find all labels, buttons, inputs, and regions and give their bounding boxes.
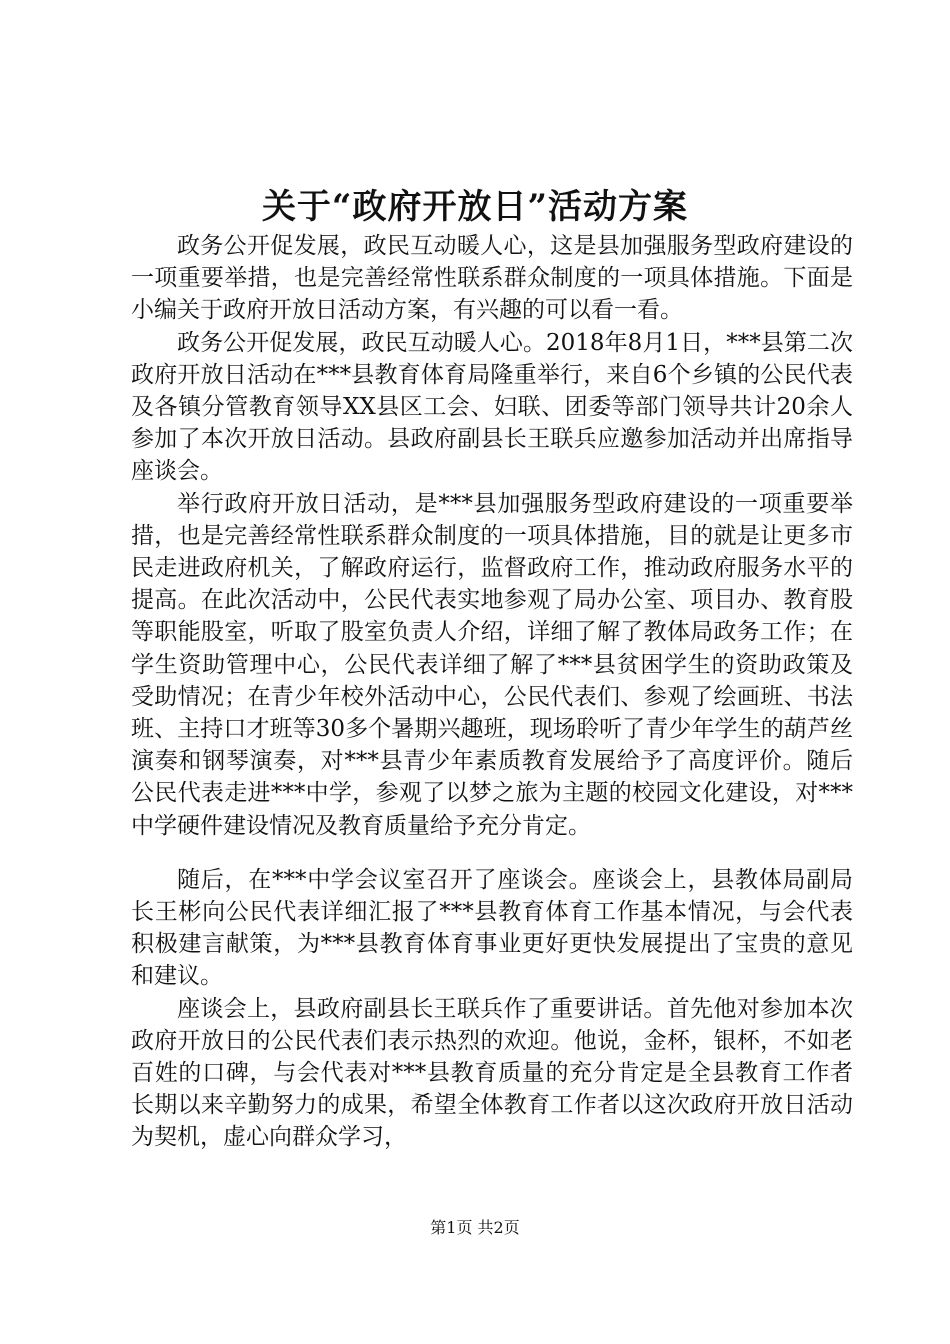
paragraph-event-overview: 政务公开促发展，政民互动暖人心。2018年8月1日，***县第二次政府开放日活动在***县教育体育局隆重举行，来自6个乡镇的公民代表及各镇分管教育领导XX县区工会、妇联、团委等部门领导共计20余人参加了本次开放日活动。县政府副县长王联兵应邀参加活动并出席指导座谈会。 xyxy=(131,329,853,485)
paragraph-speech: 座谈会上，县政府副县长王联兵作了重要讲话。首先他对参加本次政府开放日的公民代表们表示热烈的欢迎。他说，金杯，银杯，不如老百姓的口碑，与会代表对***县教育质量的充分肯定是全县教育工作者长期以来辛勤努力的成果，希望全体教育工作者以这次政府开放日活动为契机，虚心向群众学习， xyxy=(131,995,853,1151)
document-body xyxy=(131,230,853,1154)
paragraph-intro: 政务公开促发展，政民互动暖人心，这是县加强服务型政府建设的一项重要举措，也是完善经常性联系群众制度的一项具体措施。下面是小编关于政府开放日活动方案，有兴趣的可以看一看。 xyxy=(131,233,853,324)
document-title: 关于“政府开放日”活动方案 xyxy=(261,187,689,227)
paragraph-symposium: 随后，在***中学会议室召开了座谈会。座谈会上，县教体局副局长王彬向公民代表详细汇报了***县教育体育工作基本情况，与会代表积极建言献策，为***县教育体育事业更好更快发展提出了宝贵的意见和建议。 xyxy=(131,866,853,990)
paragraph-event-purpose: 举行政府开放日活动，是***县加强服务型政府建设的一项重要举措，也是完善经常性联系群众制度的一项具体措施，目的就是让更多市民走进政府机关，了解政府运行，监督政府工作，推动政府服务水平的提高。在此次活动中，公民代表实地参观了局办公室、项目办、教育股等职能股室，听取了股室负责人介绍，详细了解了教体局政务工作；在学生资助管理中心，公民代表详细了解了***县贫困学生的资助政策及受助情况；在青少年校外活动中心，公民代表们、参观了绘画班、书法班、主持口才班等30多个暑期兴趣班，现场聆听了青少年学生的葫芦丝演奏和钢琴演奏，对***县青少年素质教育发展给予了高度评价。随后公民代表走进***中学，参观了以梦之旅为主题的校园文化建设，对***中学硬件建设情况及教育质量给予充分肯定。 xyxy=(131,490,853,839)
page-number-footer: 第1页 共2页 xyxy=(430,1218,520,1237)
